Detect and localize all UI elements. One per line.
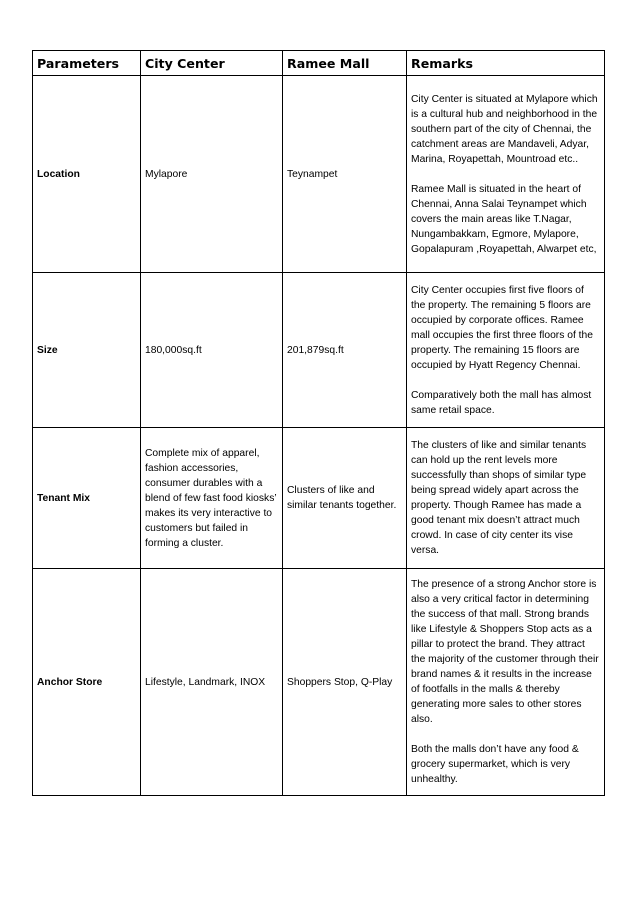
header-row <box>33 51 605 76</box>
header-city-center: City Center <box>141 51 283 76</box>
remark-paragraph: Both the malls don’t have any food & grocery supermarket, which is very unhealthy. <box>411 744 579 785</box>
table-row-anchor-store <box>33 569 605 796</box>
city-center-cell: Complete mix of apparel, fashion accessories, consumer durables with a blend of few fast food kiosks’ makes its very interactive to customers but failed in forming a cluster. <box>141 428 283 569</box>
remark-paragraph: City Center occupies first five floors of the property. The remaining 5 floors are occupied by corporate offices. Ramee mall occupies the first three floors of the property. The remaining 15 floors are occupied by Hyatt Regency Chennai. <box>411 284 593 371</box>
parameter-cell: Anchor Store <box>33 569 141 796</box>
remark-paragraph: The clusters of like and similar tenants can hold up the rent levels more successfully than shops of similar type being spread widely apart across the property. Though Ramee has made a good tenant mix doesn’t attract much crowd. In case of city center its vise versa. <box>411 440 587 556</box>
remarks-cell <box>407 273 605 428</box>
remark-paragraph: Ramee Mall is situated in the heart of Chennai, Anna Salai Teynampet which covers the main areas like T.Nagar, Nungambakkam, Egmore, Mylapore, Gopalapuram ,Royapettah, Alwarpet etc, <box>411 183 597 255</box>
remark-paragraph: The presence of a strong Anchor store is also a very critical factor in determining the success of that mall. Strong brands like Lifestyle & Shoppers Stop acts as a pillar to protect the brand. They attract the majority of the customer through their brand names & it results in the increase of footfalls in the malls & thereby generating more sales to other stores also. <box>411 579 599 725</box>
table-row-size <box>33 273 605 428</box>
city-center-cell: Mylapore <box>141 76 283 273</box>
remark-paragraph: Comparatively both the mall has almost same retail space. <box>411 389 592 416</box>
header-ramee-mall: Ramee Mall <box>283 51 407 76</box>
table-row-tenant-mix <box>33 428 605 569</box>
ramee-mall-cell: Teynampet <box>283 76 407 273</box>
remarks-cell <box>407 569 605 796</box>
remarks-cell <box>407 428 605 569</box>
city-center-cell: Lifestyle, Landmark, INOX <box>141 569 283 796</box>
header-parameters: Parameters <box>33 51 141 76</box>
parameter-cell: Location <box>33 76 141 273</box>
city-center-cell: 180,000sq.ft <box>141 273 283 428</box>
ramee-mall-cell: 201,879sq.ft <box>283 273 407 428</box>
parameter-cell: Tenant Mix <box>33 428 141 569</box>
ramee-mall-cell: Clusters of like and similar tenants together. <box>283 428 407 569</box>
ramee-mall-cell: Shoppers Stop, Q-Play <box>283 569 407 796</box>
remarks-cell <box>407 76 605 273</box>
remark-paragraph: City Center is situated at Mylapore which is a cultural hub and neighborhood in the southern part of the city of Chennai, the catchment areas are Mandaveli, Adyar, Marina, Royapettah, Mountroad etc.. <box>411 93 598 165</box>
comparison-table <box>32 50 605 796</box>
parameter-cell: Size <box>33 273 141 428</box>
table-row-location <box>33 76 605 273</box>
header-remarks: Remarks <box>407 51 605 76</box>
